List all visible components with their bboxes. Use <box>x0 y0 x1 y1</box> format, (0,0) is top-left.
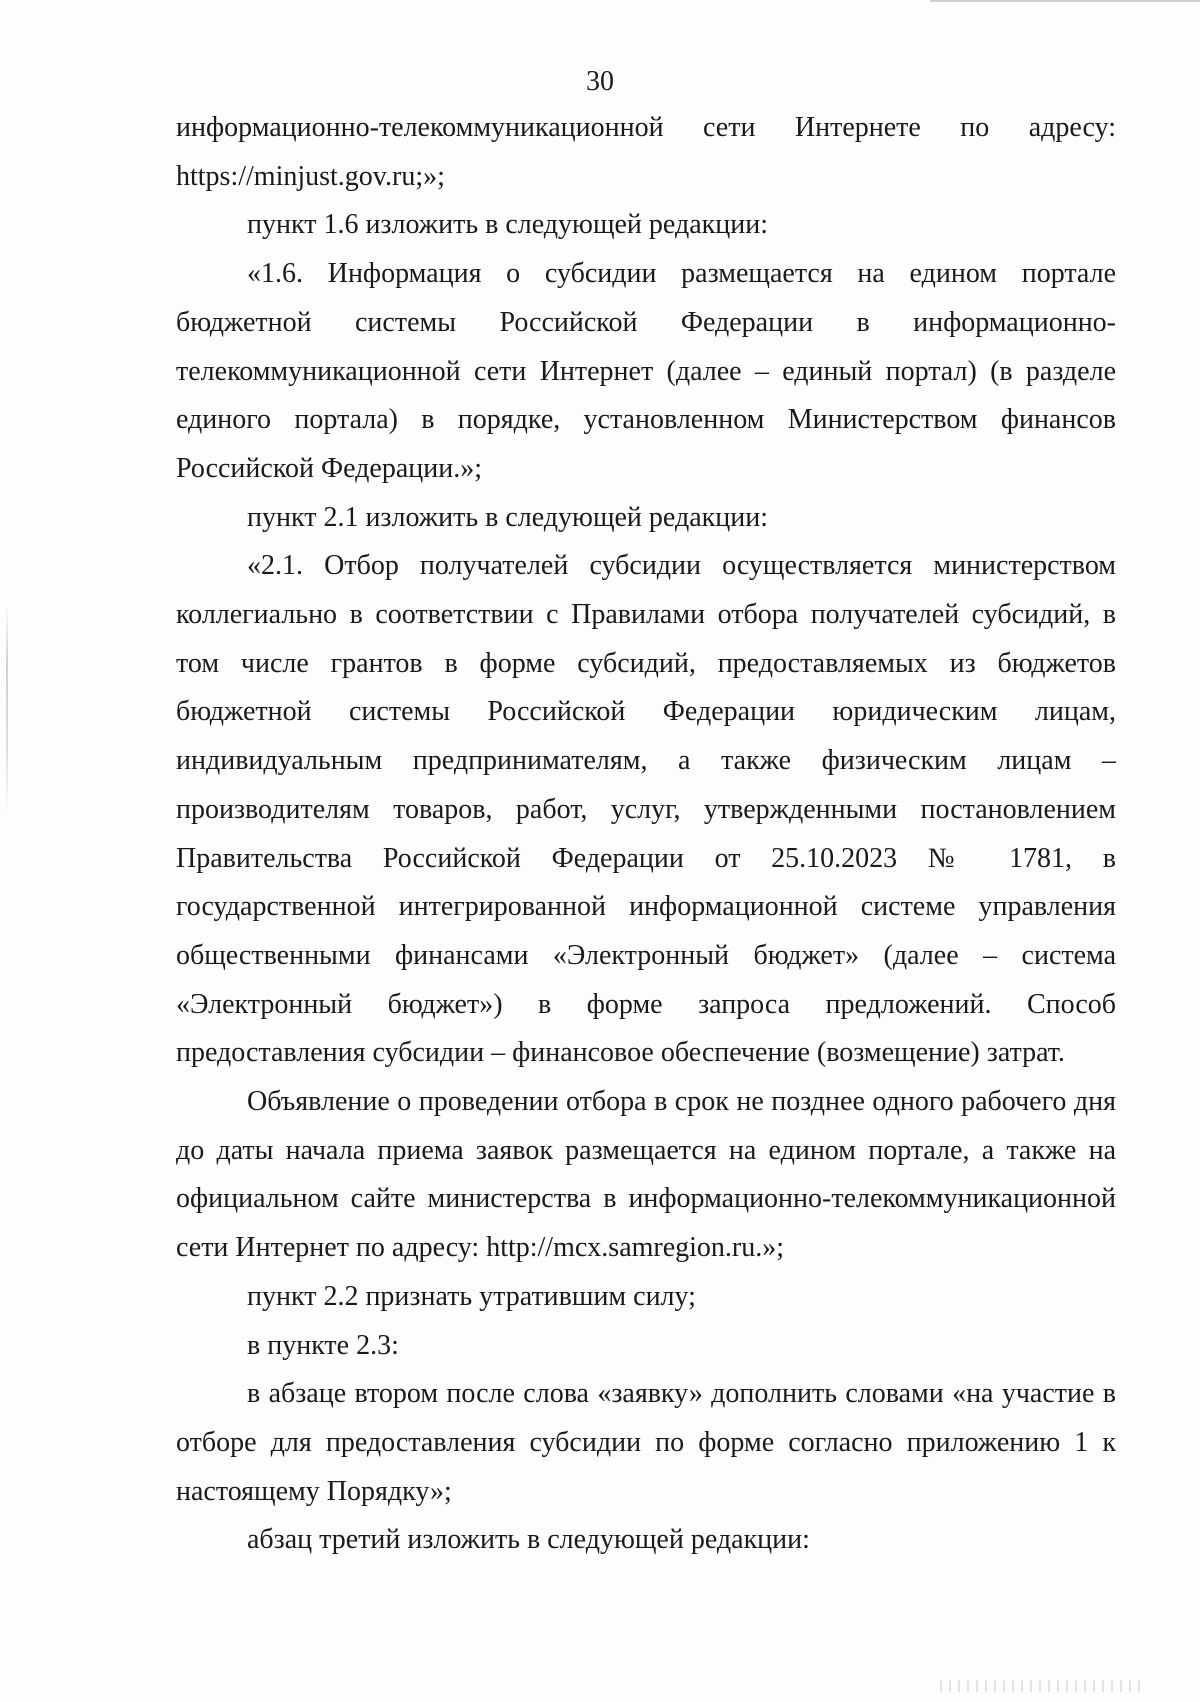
scan-edge-line <box>930 0 1200 2</box>
paragraph-item-2-1-intro: пункт 2.1 изложить в следующей редакции: <box>247 501 768 533</box>
paragraph-item-1-6-text: «1.6. Информация о субсидии размещается на едином портале бюджетной системы Российской Федерации в информационно-телекоммуникационной сети Интернет (далее – единый портал) (в разделе единого портала) в порядке, установленном Министерством финансов Российской Федерации.»; <box>176 258 1116 484</box>
paragraph-announcement: Объявление о проведении отбора в срок не позднее одного рабочего дня до даты начала приема заявок размещается на едином портале, а также на официальном сайте министерства в информационно-телекоммуникационной сети Интернет по адресу: http://mcx.samregion.ru.»; <box>176 1086 1116 1264</box>
scan-edge-mark <box>6 600 8 820</box>
paragraph-abzac-2: в абзаце втором после слова «заявку» дополнить словами «на участие в отборе для предоставления субсидии по форме согласно приложению 1 к настоящему Порядку»; <box>176 1378 1116 1507</box>
paragraph-item-2-2: пункт 2.2 признать утратившим силу; <box>247 1280 696 1312</box>
paragraph-url-continuation: информационно-телекоммуникационной сети Интернете по адресу: https://minjust.gov.ru;»; <box>176 112 1116 192</box>
paragraph-item-2-1-text: «2.1. Отбор получателей субсидии осуществляется министерством коллегиально в соответствии с Правилами отбора получателей субсидий, в том числе грантов в форме субсидий, предоставляемых из бюджетов бюджетной системы Российской Федерации юридическим лицам, индивидуальным предпринимателям, а также физическим лицам – производителям товаров, работ, услуг, утвержденными постановлением Правительства Российской Федерации от 25.10.2023 № 1781, в государственной интегрированной информационной системе управления общественными финансами «Электронный бюджет» (далее – система «Электронный бюджет») в форме запроса предложений. Способ предоставления субсидии – финансовое обеспечение (возмещение) затрат. <box>176 550 1116 1069</box>
paragraph-item-2-3-intro: в пункте 2.3: <box>247 1329 399 1361</box>
document-body <box>176 104 1116 1565</box>
page-number: 30 <box>586 66 614 97</box>
paragraph-item-1-6-intro: пункт 1.6 изложить в следующей редакции: <box>247 209 768 241</box>
paragraph-abzac-3: абзац третий изложить в следующей редакции: <box>247 1524 810 1556</box>
scan-speckle <box>940 1680 1140 1692</box>
